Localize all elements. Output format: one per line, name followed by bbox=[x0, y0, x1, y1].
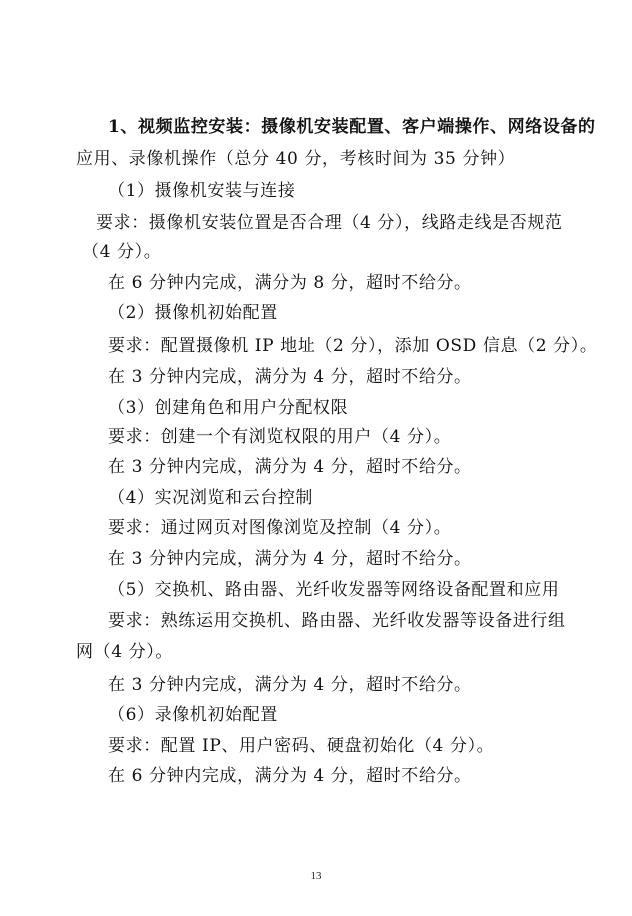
item-5-title: （5）交换机、路由器、光纤收发器等网络设备配置和应用 bbox=[108, 580, 560, 600]
item-6-time-note: 在 6 分钟内完成，满分为 4 分，超时不给分。 bbox=[108, 766, 472, 786]
item-5-time-note: 在 3 分钟内完成，满分为 4 分，超时不给分。 bbox=[108, 675, 472, 695]
item-1-requirement-line-2: （4 分）。 bbox=[82, 242, 162, 262]
item-6-title: （6）录像机初始配置 bbox=[108, 705, 278, 725]
section-heading-line-1: 1、视频监控安装：摄像机安装配置、客户端操作、网络设备的 bbox=[108, 117, 596, 137]
section-heading-line-2: 应用、录像机操作（总分 40 分，考核时间为 35 分钟） bbox=[76, 149, 516, 169]
item-3-title: （3）创建角色和用户分配权限 bbox=[108, 398, 349, 418]
item-1-requirement-line-1: 要求：摄像机安装位置是否合理（4 分），线路走线是否规范 bbox=[96, 213, 563, 233]
item-1-title: （1）摄像机安装与连接 bbox=[108, 181, 296, 201]
item-2-title: （2）摄像机初始配置 bbox=[108, 303, 278, 323]
item-5-requirement-line-1: 要求：熟练运用交换机、路由器、光纤收发器等设备进行组 bbox=[108, 611, 566, 631]
item-4-requirement: 要求：通过网页对图像浏览及控制（4 分）。 bbox=[108, 518, 452, 538]
item-3-time-note: 在 3 分钟内完成，满分为 4 分，超时不给分。 bbox=[108, 457, 472, 477]
item-2-requirement: 要求：配置摄像机 IP 地址（2 分），添加 OSD 信息（2 分）。 bbox=[108, 336, 598, 356]
item-4-title: （4）实况浏览和云台控制 bbox=[108, 488, 314, 508]
item-4-time-note: 在 3 分钟内完成，满分为 4 分，超时不给分。 bbox=[108, 549, 472, 569]
item-5-requirement-line-2: 网（4 分）。 bbox=[76, 642, 173, 662]
item-1-time-note: 在 6 分钟内完成，满分为 8 分，超时不给分。 bbox=[108, 273, 472, 293]
item-2-time-note: 在 3 分钟内完成，满分为 4 分，超时不给分。 bbox=[108, 367, 472, 387]
item-6-requirement: 要求：配置 IP、用户密码、硬盘初始化（4 分）。 bbox=[108, 736, 495, 756]
item-3-requirement: 要求：创建一个有浏览权限的用户（4 分）。 bbox=[108, 427, 452, 447]
page-number: 13 bbox=[310, 870, 322, 882]
